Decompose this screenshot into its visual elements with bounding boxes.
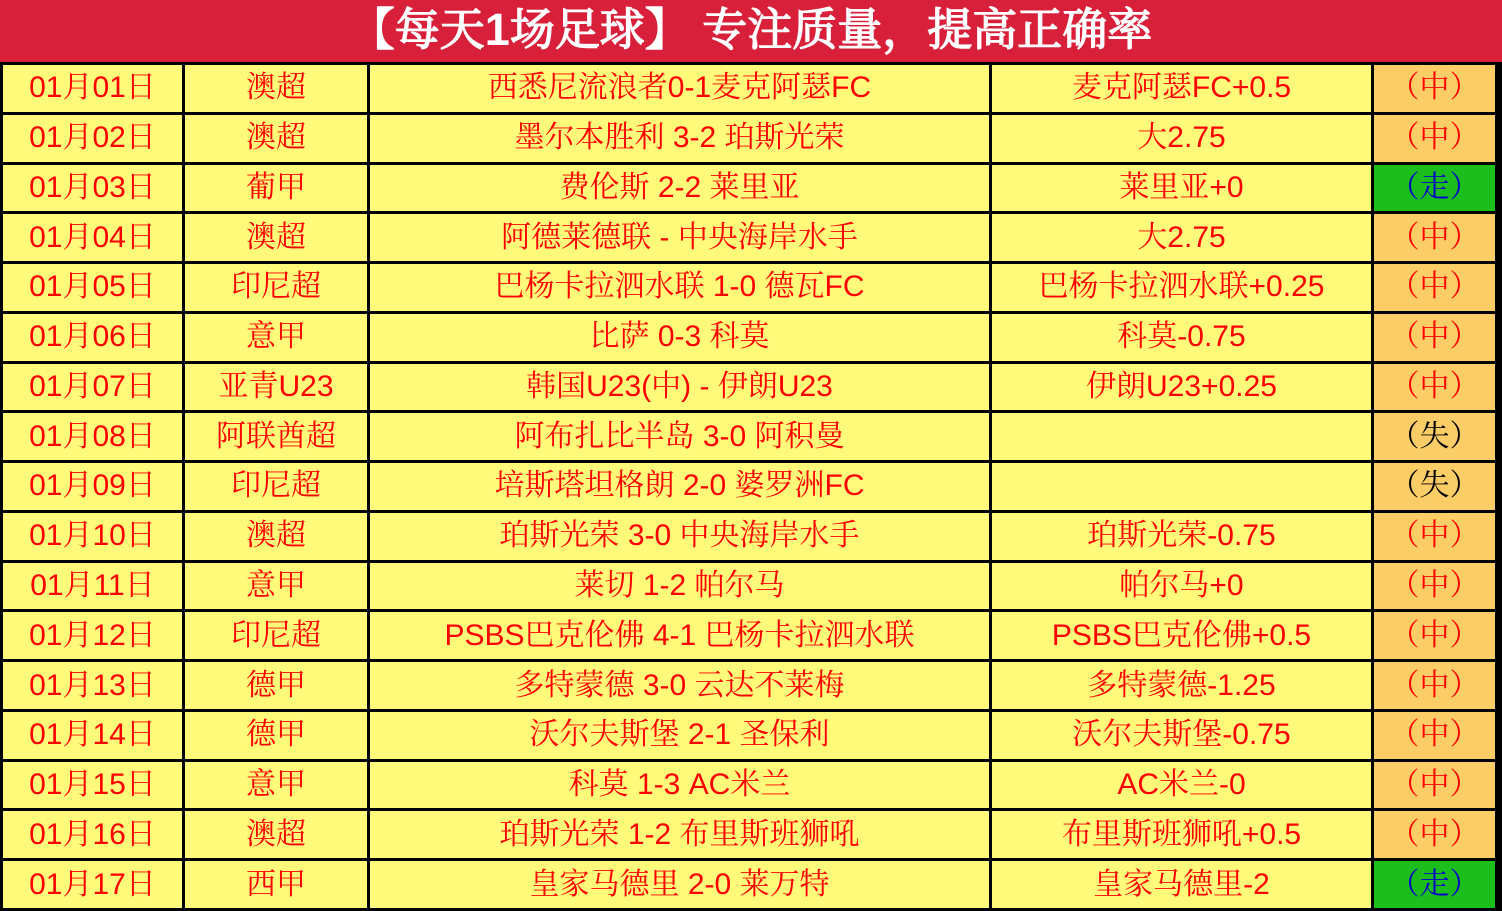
row-date-cell: 01月12日 (3, 612, 182, 659)
row-result-cell: （中） (1374, 563, 1495, 610)
row-pick-cell: AC米兰-0 (992, 762, 1371, 809)
row-league-cell: 印尼超 (185, 612, 367, 659)
row-date-cell: 01月10日 (3, 513, 182, 560)
row-league-cell: 印尼超 (185, 264, 367, 311)
row-match-cell: 韩国U23(中) - 伊朗U23 (370, 364, 989, 411)
row-match-cell: 巴杨卡拉泗水联 1-0 德瓦FC (370, 264, 989, 311)
row-date-cell: 01月11日 (3, 563, 182, 610)
row-result-cell: （失） (1374, 413, 1495, 460)
row-match-cell: 阿布扎比半岛 3-0 阿积曼 (370, 413, 989, 460)
row-league-cell: 澳超 (185, 811, 367, 858)
row-date-cell: 01月17日 (3, 861, 182, 908)
row-match-cell: 科莫 1-3 AC米兰 (370, 762, 989, 809)
row-pick-cell: 布里斯班狮吼+0.5 (992, 811, 1371, 858)
row-pick-cell: 沃尔夫斯堡-0.75 (992, 712, 1371, 759)
row-date-cell: 01月03日 (3, 165, 182, 212)
row-result-cell: （中） (1374, 811, 1495, 858)
row-match-cell: 墨尔本胜利 3-2 珀斯光荣 (370, 115, 989, 162)
row-match-cell: 珀斯光荣 1-2 布里斯班狮吼 (370, 811, 989, 858)
row-league-cell: 印尼超 (185, 463, 367, 510)
row-date-cell: 01月16日 (3, 811, 182, 858)
row-pick-cell: 大2.75 (992, 115, 1371, 162)
row-league-cell: 阿联酋超 (185, 413, 367, 460)
row-league-cell: 澳超 (185, 513, 367, 560)
row-pick-cell: 大2.75 (992, 214, 1371, 261)
row-result-cell: （中） (1374, 513, 1495, 560)
row-result-cell: （中） (1374, 662, 1495, 709)
row-pick-cell: PSBS巴克伦佛+0.5 (992, 612, 1371, 659)
row-result-cell: （中） (1374, 612, 1495, 659)
row-date-cell: 01月07日 (3, 364, 182, 411)
row-league-cell: 西甲 (185, 861, 367, 908)
row-pick-cell: 麦克阿瑟FC+0.5 (992, 65, 1371, 112)
row-result-cell: （中） (1374, 364, 1495, 411)
row-date-cell: 01月04日 (3, 214, 182, 261)
row-pick-cell: 伊朗U23+0.25 (992, 364, 1371, 411)
row-league-cell: 德甲 (185, 662, 367, 709)
row-match-cell: PSBS巴克伦佛 4-1 巴杨卡拉泗水联 (370, 612, 989, 659)
row-date-cell: 01月14日 (3, 712, 182, 759)
row-league-cell: 澳超 (185, 214, 367, 261)
row-league-cell: 亚青U23 (185, 364, 367, 411)
page-title: 【每天1场足球】 专注质量，提高正确率 (0, 0, 1502, 62)
row-date-cell: 01月05日 (3, 264, 182, 311)
row-pick-cell: 莱里亚+0 (992, 165, 1371, 212)
row-match-cell: 莱切 1-2 帕尔马 (370, 563, 989, 610)
row-match-cell: 多特蒙德 3-0 云达不莱梅 (370, 662, 989, 709)
row-result-cell: （中） (1374, 762, 1495, 809)
row-result-cell: （中） (1374, 264, 1495, 311)
row-league-cell: 葡甲 (185, 165, 367, 212)
row-result-cell: （失） (1374, 463, 1495, 510)
row-result-cell: （走） (1374, 861, 1495, 908)
row-date-cell: 01月08日 (3, 413, 182, 460)
row-pick-cell: 科莫-0.75 (992, 314, 1371, 361)
row-match-cell: 比萨 0-3 科莫 (370, 314, 989, 361)
row-pick-cell: 巴杨卡拉泗水联+0.25 (992, 264, 1371, 311)
row-pick-cell (992, 463, 1371, 510)
row-league-cell: 德甲 (185, 712, 367, 759)
row-result-cell: （走） (1374, 165, 1495, 212)
row-pick-cell (992, 413, 1371, 460)
row-date-cell: 01月09日 (3, 463, 182, 510)
row-league-cell: 澳超 (185, 115, 367, 162)
row-pick-cell: 珀斯光荣-0.75 (992, 513, 1371, 560)
row-date-cell: 01月01日 (3, 65, 182, 112)
row-league-cell: 意甲 (185, 762, 367, 809)
row-date-cell: 01月06日 (3, 314, 182, 361)
row-league-cell: 意甲 (185, 314, 367, 361)
row-pick-cell: 皇家马德里-2 (992, 861, 1371, 908)
results-table (0, 62, 1502, 911)
row-result-cell: （中） (1374, 65, 1495, 112)
row-date-cell: 01月02日 (3, 115, 182, 162)
row-match-cell: 培斯塔坦格朗 2-0 婆罗洲FC (370, 463, 989, 510)
row-match-cell: 皇家马德里 2-0 莱万特 (370, 861, 989, 908)
row-league-cell: 意甲 (185, 563, 367, 610)
row-result-cell: （中） (1374, 214, 1495, 261)
row-pick-cell: 多特蒙德-1.25 (992, 662, 1371, 709)
row-match-cell: 沃尔夫斯堡 2-1 圣保利 (370, 712, 989, 759)
row-match-cell: 费伦斯 2-2 莱里亚 (370, 165, 989, 212)
row-league-cell: 澳超 (185, 65, 367, 112)
row-date-cell: 01月13日 (3, 662, 182, 709)
row-date-cell: 01月15日 (3, 762, 182, 809)
row-pick-cell: 帕尔马+0 (992, 563, 1371, 610)
row-result-cell: （中） (1374, 115, 1495, 162)
row-match-cell: 珀斯光荣 3-0 中央海岸水手 (370, 513, 989, 560)
row-result-cell: （中） (1374, 314, 1495, 361)
row-match-cell: 西悉尼流浪者0-1麦克阿瑟FC (370, 65, 989, 112)
row-result-cell: （中） (1374, 712, 1495, 759)
row-match-cell: 阿德莱德联 - 中央海岸水手 (370, 214, 989, 261)
